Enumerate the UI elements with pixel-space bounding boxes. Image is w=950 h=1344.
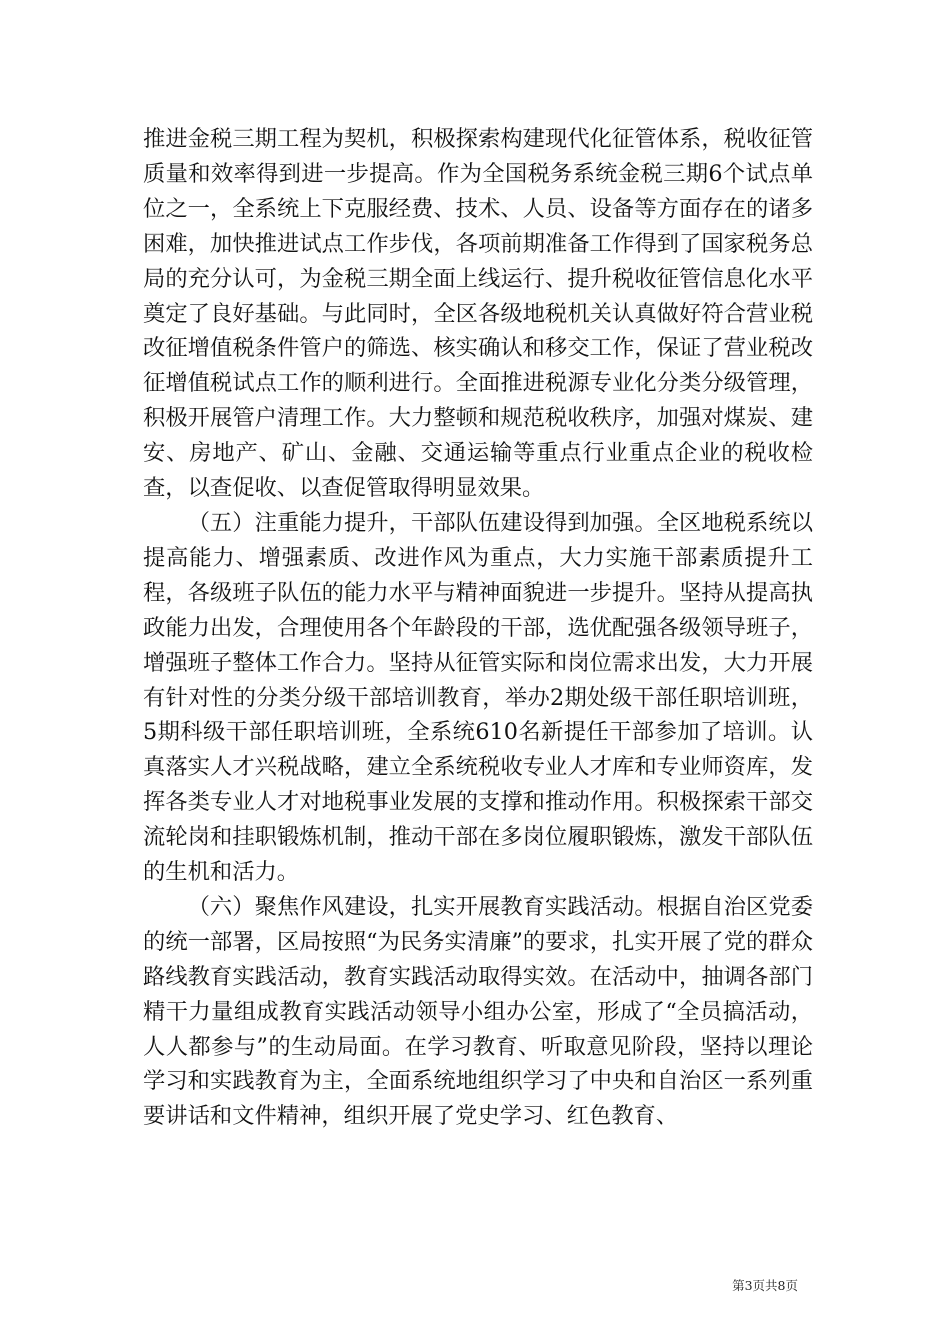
paragraph-section-5: （五）注重能力提升，干部队伍建设得到加强。全区地税系统以提高能力、增强素质、改进作风为重点，大力实施干部素质提升工程，各级班子队伍的能力水平与精神面貌进一步提升。坚持从提高执政能力出发，合理使用各个年龄段的干部，选优配强各级领导班子，增强班子整体工作合力。坚持从征管实际和岗位需求出发，大力开展有针对性的分类分级干部培训教育，举办2期处级干部任职培训班，5期科级干部任职培训班，全系统610名新提任干部参加了培训。认真落实人才兴税战略，建立全系统税收专业人才库和专业师资库，发挥各类专业人才对地税事业发展的支撑和推动作用。积极探索干部交流轮岗和挂职锻炼机制，推动干部在多岗位履职锻炼，激发干部队伍的生机和活力。 (143, 509, 813, 886)
page-number: 第3页共8页 (732, 1278, 798, 1293)
paragraph-continuation: 推进金税三期工程为契机，积极探索构建现代化征管体系，税收征管质量和效率得到进一步提高。作为全国税务系统金税三期6个试点单位之一，全系统上下克服经费、技术、人员、设备等方面存在的诸多困难，加快推进试点工作步伐，各项前期准备工作得到了国家税务总局的充分认可，为金税三期全面上线运行、提升税收征管信息化水平奠定了良好基础。与此同时，全区各级地税机关认真做好符合营业税改征增值税条件管户的筛选、核实确认和移交工作，保证了营业税改征增值税试点工作的顺利进行。全面推进税源专业化分类分级管理，积极开展管户清理工作。大力整顿和规范税收秩序，加强对煤炭、建安、房地产、矿山、金融、交通运输等重点行业重点企业的税收检查，以查促收、以查促管取得明显效果。 (143, 126, 813, 502)
document-body (143, 122, 813, 1134)
paragraph-section-6: （六）聚焦作风建设，扎实开展教育实践活动。根据自治区党委的统一部署，区局按照“为民务实清廉”的要求，扎实开展了党的群众路线教育实践活动，教育实践活动取得实效。在活动中，抽调各部门精干力量组成教育实践活动领导小组办公室，形成了“全员搞活动，人人都参与”的生动局面。在学习教育、听取意见阶段，坚持以理论学习和实践教育为主，全面系统地组织学习了中央和自治区一系列重要讲话和文件精神，组织开展了党史学习、红色教育、 (143, 893, 813, 1130)
